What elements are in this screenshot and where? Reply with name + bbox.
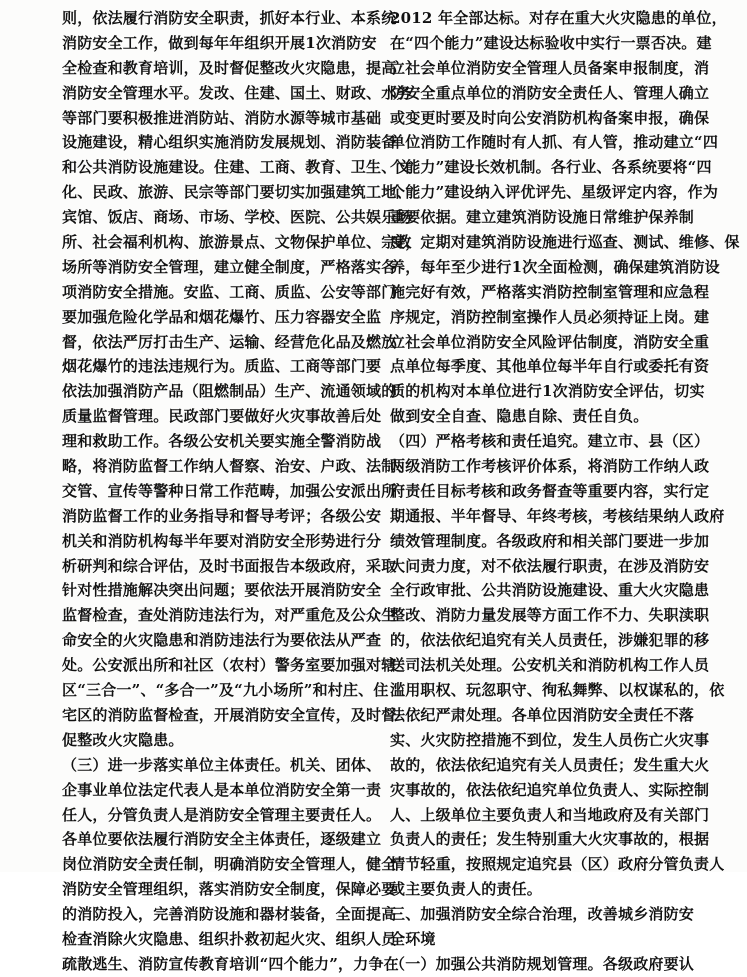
text-line: 在“四个能力”建设达标验收中实行一票否决。建 — [390, 33, 712, 52]
text-line: 府责任目标考核和政务督查等重要内容，实行定 — [390, 481, 710, 500]
text-line: 机关和消防机构每半年要对消防安全形势进行分 — [62, 531, 382, 550]
text-line: （一）加强公共消防规划管理。各级政府要认 — [390, 954, 695, 973]
text-line: 命安全的火灾隐患和消防违法行为要依法从严查 — [62, 631, 382, 650]
text-line: 全检查和教育培训，及时督促整改火灾隐患，提高 — [62, 58, 397, 77]
text-line: 消防安全管理组织，落实消防安全制度，保障必要 — [62, 880, 397, 899]
text-line: 宅区的消防监督检查，开展消防安全宣传，及时督 — [62, 705, 397, 724]
text-line: 项消防安全措施。安监、工商、质监、公安等部门 — [62, 282, 397, 301]
text-line: 析研判和综合评估，及时书面报告本级政府，采取 — [62, 556, 397, 575]
text-line: 大问责力度，对不依法履行职责，在涉及消防安 — [390, 556, 710, 575]
text-line: 区“三合一”、“多合一”及“九小场所”和村庄、住 — [62, 681, 389, 700]
text-line: 所、社会福利机构、旅游景点、文物保护单位、宗教 — [62, 233, 412, 252]
text-line: 防安全重点单位的消防安全责任人、管理人确立 — [390, 83, 710, 102]
text-line: 养，每年至少进行1次全面检测，确保建筑消防设 — [390, 257, 720, 276]
left-column — [62, 6, 412, 977]
text-line: 两级消防工作考核评价体系，将消防工作纳人政 — [390, 457, 710, 476]
text-line: 滥用职权、玩忽职守、徇私舞弊、以权谋私的，依 — [390, 681, 725, 700]
text-line: 故的，依法依纪追究有关人员责任；发生重大火 — [390, 755, 710, 774]
text-line: 任人，分管负责人是消防安全管理主要责任人。 — [62, 805, 382, 824]
text-line: 法依纪严肃处理。各单位因消防安全责任不落 — [390, 705, 695, 724]
text-line: 处。公安派出所和社区（农村）警务室要加强对辖 — [62, 656, 397, 675]
text-line: 期通报、半年督导、年终考核，考核结果纳人政府 — [390, 506, 725, 525]
text-line: 单位消防工作随时有人抓、有人管，推动建立“四 — [390, 133, 719, 152]
text-line: 序规定，消防控制室操作人员必须持证上岗。建 — [390, 307, 710, 326]
text-line: 施完好有效，严格落实消防控制室管理和应急程 — [390, 282, 710, 301]
text-line: 岗位消防安全责任制，明确消防安全管理人，健全 — [62, 855, 397, 874]
text-line: 等部门要积极推进消防站、消防水源等城市基础 — [62, 108, 382, 127]
text-line: 的消防投入，完善消防设施和器材装备，全面提高 — [62, 905, 397, 924]
text-line: 的，依法依纪追究有关人员责任，涉嫌犯罪的移 — [390, 631, 710, 650]
text-line: 灾事故的，依法依纪追究单位负责人、实际控制 — [390, 780, 710, 799]
text-line: 则，依法履行消防安全职责，抓好本行业、本系统 — [62, 9, 397, 27]
text-line: 或主要负责人的责任。 — [390, 880, 543, 899]
text-line: 立社会单位消防安全风险评估制度，消防安全重 — [390, 332, 710, 351]
text-line: 2012 年全部达标。对存在重大火灾隐患的单位， — [390, 9, 727, 27]
text-line: 人、上级单位主要负责人和当地政府及有关部门 — [390, 805, 710, 824]
text-line: 送司法机关处理。公安机关和消防机构工作人员 — [390, 656, 710, 675]
text-line: 依法加强消防产品（阻燃制品）生产、流通领域的 — [62, 382, 397, 401]
text-line: （四）严格考核和责任追究。建立市、县（区） — [390, 432, 710, 451]
text-line: 消防安全管理水平。发改、住建、国土、财政、水务 — [62, 83, 412, 102]
text-line: 质的机构对本单位进行1次消防安全评估，切实 — [390, 382, 705, 401]
text-line: 绩效管理制度。各级政府和相关部门要进一步加 — [390, 531, 710, 550]
text-line: 消防监督工作的业务指导和督导考评；各级公安 — [62, 506, 382, 525]
text-line: 要加强危险化学品和烟花爆竹、压力容器安全监 — [62, 307, 382, 326]
text-line: 针对性措施解决突出问题；要依法开展消防安全 — [62, 581, 382, 600]
text-line: 做到安全自查、隐患自除、责任自负。 — [390, 407, 649, 426]
text-line: 企事业单位法定代表人是本单位消防安全第一责 — [62, 780, 382, 799]
text-line: 场所等消防安全管理，建立健全制度，严格落实各 — [62, 257, 397, 276]
text-line: 负责人的责任；发生特别重大火灾事故的，根据 — [390, 830, 710, 849]
text-line: 宾馆、饭店、商场、市场、学校、医院、公共娱乐场 — [62, 208, 412, 227]
text-line: 个能力”建设长效机制。各行业、各系统要将“四 — [390, 158, 712, 177]
text-line: 立社会单位消防安全管理人员备案申报制度，消 — [390, 58, 710, 77]
text-line: 督，依法严厉打击生产、运输、经营危化品及燃放 — [62, 332, 397, 351]
text-line: 全行政审批、公共消防设施建设、重大火灾隐患 — [390, 581, 710, 600]
right-column — [390, 6, 740, 977]
text-line: 略，将消防监督工作纳人督察、治安、户政、法制、 — [62, 457, 412, 476]
text-line: 点单位每季度、其他单位每半年自行或委托有资 — [390, 357, 710, 376]
text-line: 重要依据。建立建筑消防设施日常维护保养制 — [390, 208, 695, 227]
text-line: 理和救助工作。各级公安机关要实施全警消防战 — [62, 432, 382, 451]
text-line: 度，定期对建筑消防设施进行巡查、测试、维修、保 — [390, 233, 740, 252]
text-line: 检查消除火灾隐患、组织扑救初起火灾、组织人员 — [62, 929, 397, 948]
text-line: 或变更时要及时向公安消防机构备案申报，确保 — [390, 108, 710, 127]
text-line: 个能力”建设纳入评优评先、星级评定内容，作为 — [390, 183, 719, 202]
text-line: 情节轻重，按照规定追究县（区）政府分管负责人 — [390, 855, 725, 874]
text-line: 设施建设，精心组织实施消防发展规划、消防装备 — [62, 133, 397, 152]
text-line: 促整改火灾隐患。 — [62, 730, 184, 749]
text-line: 实、火灾防控措施不到位，发生人员伤亡火灾事 — [390, 730, 710, 749]
section-heading: 三、加强消防安全综合治理，改善城乡消防安 — [390, 905, 695, 924]
text-line: 和公共消防设施建设。住建、工商、教育、卫生、文 — [62, 158, 412, 177]
text-line: 疏散逃生、消防宣传教育培训“四个能力”，力争在 — [62, 954, 399, 973]
text-line: 整改、消防力量发展等方面工作不力、失职渎职 — [390, 606, 710, 625]
text-line: 交管、宣传等警种日常工作范畴，加强公安派出所 — [62, 481, 397, 500]
text-line: 烟花爆竹的违法违规行为。质监、工商等部门要 — [62, 357, 382, 376]
text-line: 质量监督管理。民政部门要做好火灾事故善后处 — [62, 407, 382, 426]
text-line: （三）进一步落实单位主体责任。机关、团体、 — [62, 755, 382, 774]
text-line: 消防安全工作，做到每年年组织开展1次消防安 — [62, 33, 377, 52]
text-line: 各单位要依法履行消防安全主体责任，逐级建立 — [62, 830, 382, 849]
text-line: 化、民政、旅游、民宗等部门要切实加强建筑工地、 — [62, 183, 412, 202]
text-line: 监督检查，查处消防违法行为，对严重危及公众生 — [62, 606, 397, 625]
section-heading: 全环境 — [390, 929, 436, 948]
